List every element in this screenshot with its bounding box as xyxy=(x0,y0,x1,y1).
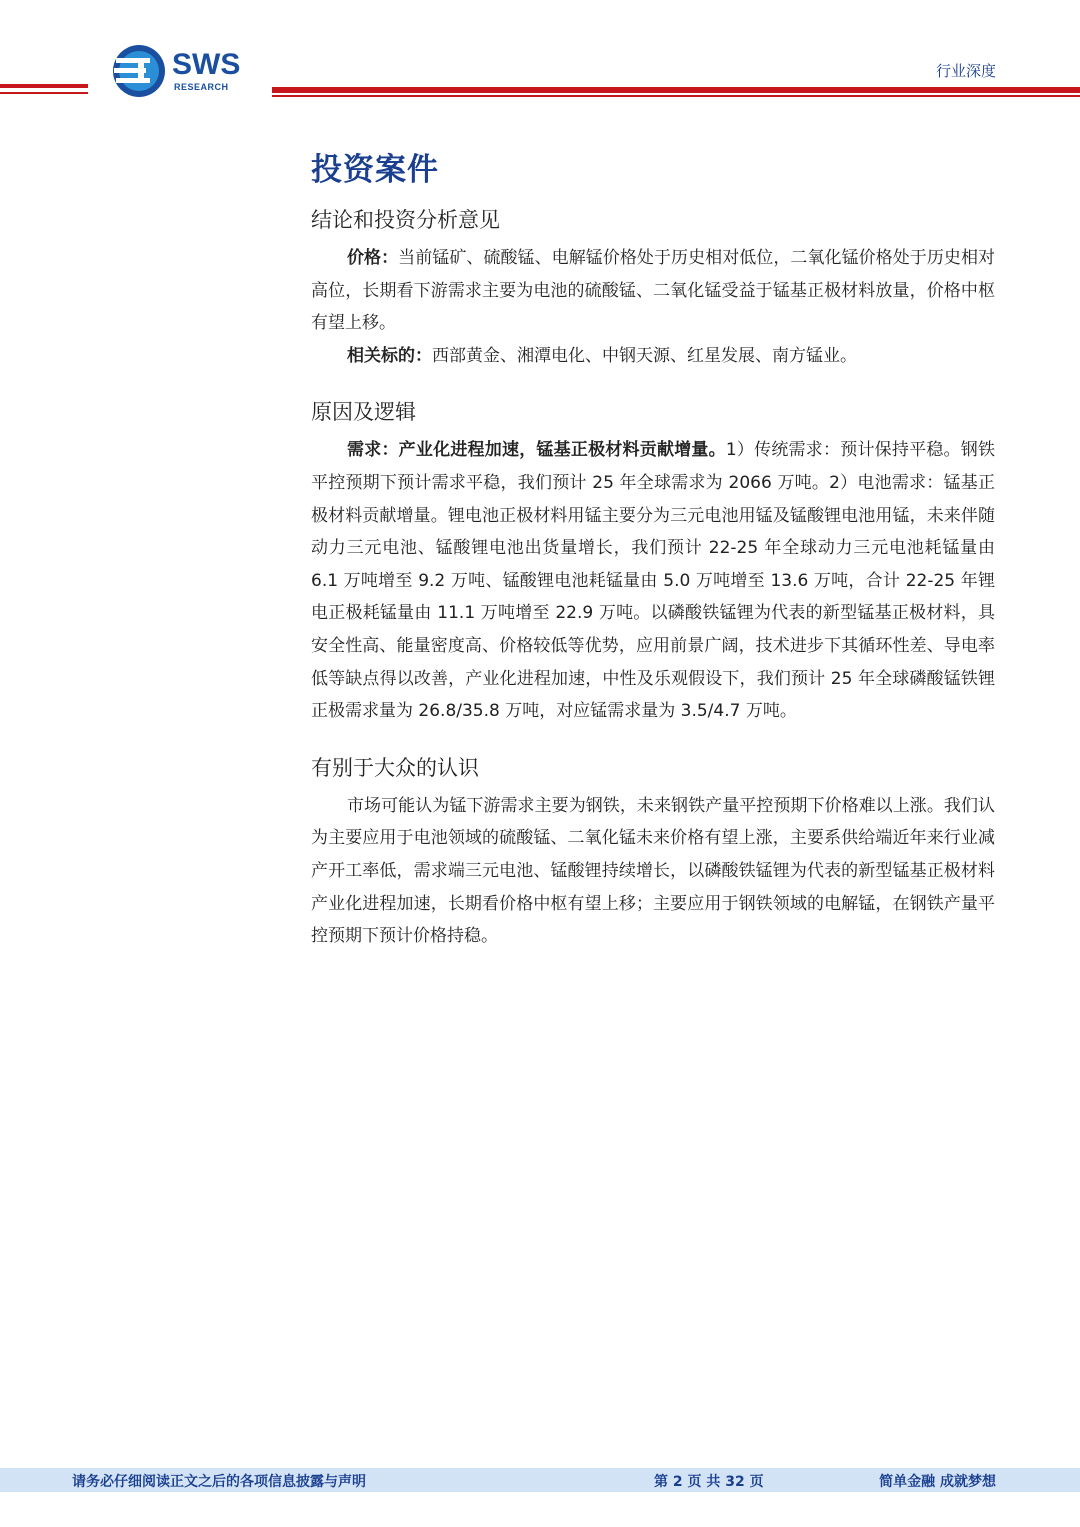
paragraph-targets xyxy=(311,340,995,373)
sws-globe-icon xyxy=(112,44,166,98)
header-rule-left xyxy=(0,84,88,88)
footer-disclaimer: 请务必仔细阅读正文之后的各项信息披露与声明 xyxy=(72,1474,366,1490)
paragraph-lead: 价格： xyxy=(347,248,399,268)
header-rule-left-thin xyxy=(0,92,88,94)
section-heading-differentiated-view: 有别于大众的认识 xyxy=(311,755,479,780)
footer-page-number: 第 2 页 共 32 页 xyxy=(654,1474,764,1490)
header-rule-right-thin xyxy=(272,95,1080,97)
paragraph-lead: 相关标的： xyxy=(347,345,432,366)
paragraph-body: 西部黄金、湘潭电化、中钢天源、红星发展、南方锰业。 xyxy=(432,345,857,366)
page-title: 投资案件 xyxy=(311,152,439,188)
report-type-tag: 行业深度 xyxy=(935,62,996,80)
report-body xyxy=(311,140,995,953)
section-heading-logic: 原因及逻辑 xyxy=(311,400,416,425)
section-heading-conclusion: 结论和投资分析意见 xyxy=(311,208,500,232)
paragraph-body: 当前锰矿、硫酸锰、电解锰价格处于历史相对低位，二氧化锰价格处于历史相对高位，长期看下游需求主要为电池的硫酸锰、二氧化锰受益于锰基正极材料放量，价格中枢有望上移。 xyxy=(311,248,996,334)
paragraph-body: 1）传统需求：预计保持平稳。钢铁平控预期下预计需求平稳，我们预计 25 年全球需求为 2066 万吨。2）电池需求：锰基正极材料贡献增量。锂电池正极材料用锰主要分为三元电池用锰及锰酸锂电池用锰，未来伴随动力三元电池、锰酸锂电池出货量增长，我们预计 22-25 年全球动力三元电池耗锰量由 6.1 万吨增至 9.2 万吨、锰酸锂电池耗锰量由 5.0 万吨增至 13.6 万吨，合计 22-25 年锂电正极耗锰量由 11.1 万吨增至 22.9 万吨。以磷酸铁锰锂为代表的新型锰基正极材料，具安全性高、能量密度高、价格较低等优势，应用前景广阔，技术进步下其循环性差、导电率低等缺点得以改善，产业化进程加速，中性及乐观假设下，我们预计 25 年全球磷酸锰铁锂正极需求量为 26.8/35.8 万吨，对应锰需求量为 3.5/4.7 万吨。 xyxy=(311,440,995,722)
logo-subtitle: RESEARCH xyxy=(174,82,229,92)
logo-wordmark: SWS xyxy=(172,48,241,81)
header-rule-right xyxy=(272,87,1080,93)
paragraph-body: 市场可能认为锰下游需求主要为钢铁，未来钢铁产量平控预期下价格难以上涨。我们认为主要应用于电池领域的硫酸锰、二氧化锰未来价格有望上涨，主要系供给端近年来行业减产开工率低，需求端三元电池、锰酸锂持续增长，以磷酸铁锰锂为代表的新型锰基正极材料产业化进程加速，长期看价格中枢有望上移；主要应用于钢铁领域的电解锰，在钢铁产量平控预期下预计价格持稳。 xyxy=(311,795,995,947)
footer-slogan: 简单金融 成就梦想 xyxy=(879,1474,996,1490)
paragraph-price xyxy=(311,242,995,340)
paragraph-market-view xyxy=(311,790,995,953)
paragraph-demand xyxy=(311,434,995,727)
sws-logo xyxy=(112,44,262,100)
paragraph-lead: 需求：产业化进程加速，锰基正极材料贡献增量。 xyxy=(347,440,726,461)
footer-bar xyxy=(0,1468,1080,1492)
